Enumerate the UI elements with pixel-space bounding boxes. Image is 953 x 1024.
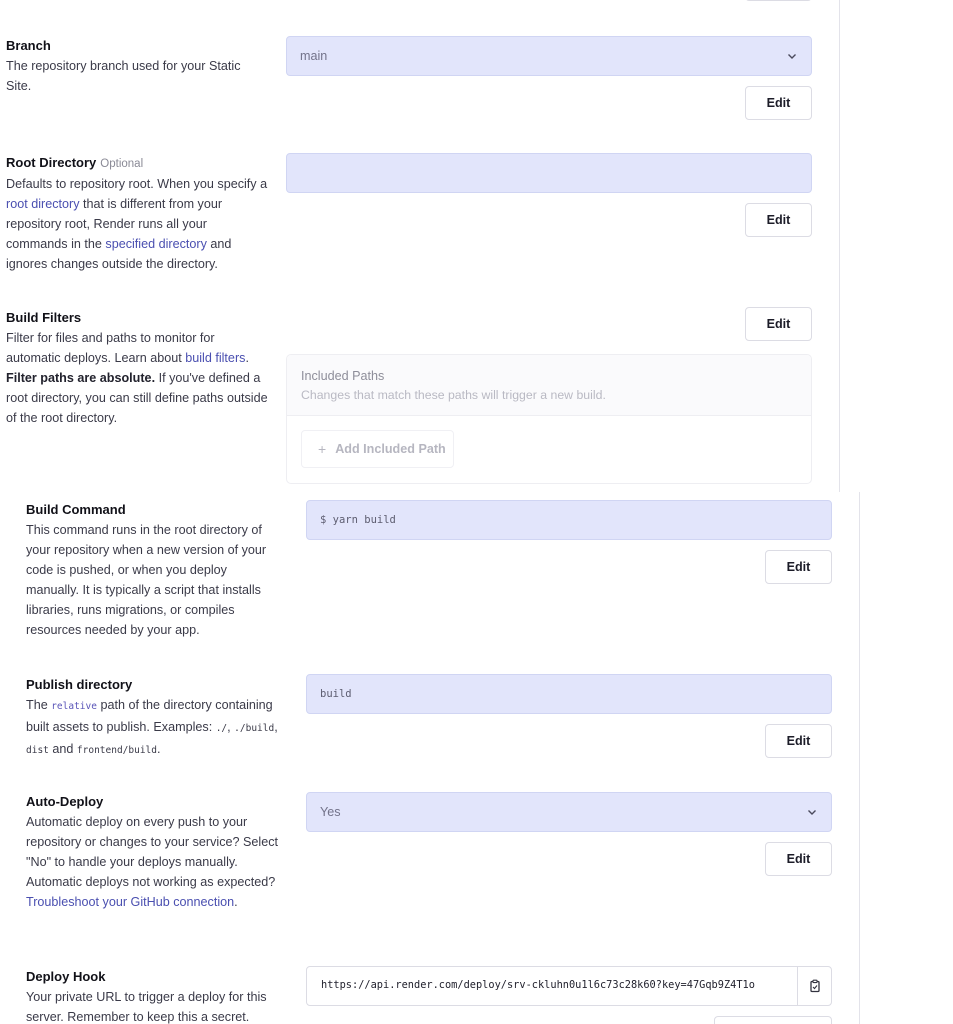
auto-deploy-select-value: Yes — [320, 805, 341, 819]
code-example: ./ — [215, 723, 228, 735]
auto-deploy-edit-button[interactable]: Edit — [765, 842, 832, 876]
build-filters-desc-part: If you've defined a root directory, you can still define paths outside of the root directory. — [6, 371, 268, 426]
publish-directory-input[interactable]: build — [306, 674, 832, 714]
root-directory-title: Root Directory — [6, 155, 97, 170]
auto-deploy-description — [26, 812, 288, 912]
auto-deploy-desc-part: . — [234, 895, 238, 910]
build-filters-description — [6, 328, 268, 428]
publish-desc-sep: , — [227, 720, 235, 735]
branch-select-value: main — [300, 49, 328, 63]
build-command-title: Build Command — [26, 502, 126, 517]
auto-deploy-desc-part: Automatic deploy on every push to your repository or changes to your service? Select "No" to handle your deploys manually. Automatic deploys not working as expected? — [26, 815, 278, 890]
included-paths-title: Included Paths — [301, 369, 385, 383]
build-command-edit-button[interactable]: Edit — [765, 550, 832, 584]
content-border-lower — [859, 492, 860, 1024]
auto-deploy-select[interactable] — [306, 792, 832, 832]
build-filters-label-block — [6, 308, 268, 428]
add-included-path-label: Add Included Path — [335, 442, 446, 456]
branch-label-block — [6, 36, 256, 96]
publish-directory-label-block — [26, 675, 288, 761]
publish-desc-sep: and — [48, 742, 77, 757]
build-command-label-block — [26, 500, 276, 641]
publish-desc-sep: . — [156, 742, 161, 757]
root-directory-edit-button[interactable]: Edit — [745, 203, 812, 237]
deploy-hook-url-field[interactable] — [306, 966, 832, 1006]
root-directory-desc-part: and ignores changes outside the directory. — [6, 237, 232, 272]
publish-desc-sep: , — [274, 720, 278, 735]
publish-directory-description — [26, 695, 288, 761]
branch-description: The repository branch used for your Static Site. — [6, 59, 241, 94]
code-example: frontend/build — [76, 745, 157, 757]
publish-directory-title: Publish directory — [26, 677, 133, 692]
build-filters-desc-part: Filter for files and paths to monitor for automatic deploys. Learn about — [6, 331, 215, 366]
specified-directory-link[interactable]: specified directory — [105, 237, 207, 252]
branch-edit-button[interactable]: Edit — [745, 86, 812, 120]
publish-directory-edit-button[interactable]: Edit — [765, 724, 832, 758]
troubleshoot-github-link[interactable]: Troubleshoot your GitHub connection — [26, 895, 235, 910]
build-filters-bold-note: Filter paths are absolute. — [6, 371, 156, 386]
branch-title: Branch — [6, 38, 51, 53]
build-filters-title: Build Filters — [6, 310, 82, 325]
optional-badge: Optional — [100, 158, 144, 170]
included-paths-header — [287, 355, 811, 416]
root-directory-title-row — [6, 153, 268, 174]
publish-desc-part: path of the directory containing built assets to publish. Examples: — [26, 698, 273, 735]
chevron-down-icon — [785, 49, 799, 63]
root-directory-input[interactable] — [286, 153, 812, 193]
clipboard-icon[interactable] — [797, 967, 831, 1005]
root-directory-description — [6, 174, 268, 274]
content-border-upper — [839, 0, 840, 492]
deploy-hook-title: Deploy Hook — [26, 969, 106, 984]
code-relative: relative — [51, 701, 97, 712]
root-directory-label-block — [6, 153, 268, 274]
add-included-path-button[interactable] — [301, 430, 454, 468]
build-command-input[interactable]: $ yarn build — [306, 500, 832, 540]
deploy-hook-description: Your private URL to trigger a deploy for this server. Remember to keep this a secret. — [26, 990, 267, 1024]
auto-deploy-label-block — [26, 792, 288, 912]
plus-icon: + — [318, 441, 327, 457]
code-example: ./build — [234, 723, 275, 735]
top-edit-button-partial[interactable] — [745, 0, 812, 1]
deploy-hook-label-block — [26, 967, 276, 1024]
root-directory-desc-part: that is different from your repository root, Render runs all your commands in the — [6, 197, 223, 252]
deploy-hook-url: https://api.render.com/deploy/srv-ckluhn0u1l6c73c28k60?key=47Gqb9Z4T1o — [321, 979, 755, 991]
build-command-description: This command runs in the root directory of your repository when a new version of your code is pushed, or when you deploy manually. It is typically a script that installs libraries, runs migrations, or compiles resources needed by your app. — [26, 523, 267, 638]
root-directory-link[interactable]: root directory — [6, 197, 80, 212]
chevron-down-icon — [805, 805, 819, 819]
publish-desc-part: The — [26, 698, 52, 712]
deploy-hook-button-partial[interactable] — [714, 1016, 832, 1024]
build-filters-desc-part: . — [245, 351, 249, 366]
branch-select[interactable] — [286, 36, 812, 76]
root-directory-desc-part: Defaults to repository root. When you specify a — [6, 177, 268, 191]
build-filters-edit-button[interactable]: Edit — [745, 307, 812, 341]
auto-deploy-title: Auto-Deploy — [26, 794, 104, 809]
included-paths-panel — [286, 354, 812, 484]
build-filters-link[interactable]: build filters — [185, 351, 246, 366]
code-example: dist — [26, 745, 49, 757]
included-paths-subtitle: Changes that match these paths will trigger a new build. — [301, 388, 606, 402]
